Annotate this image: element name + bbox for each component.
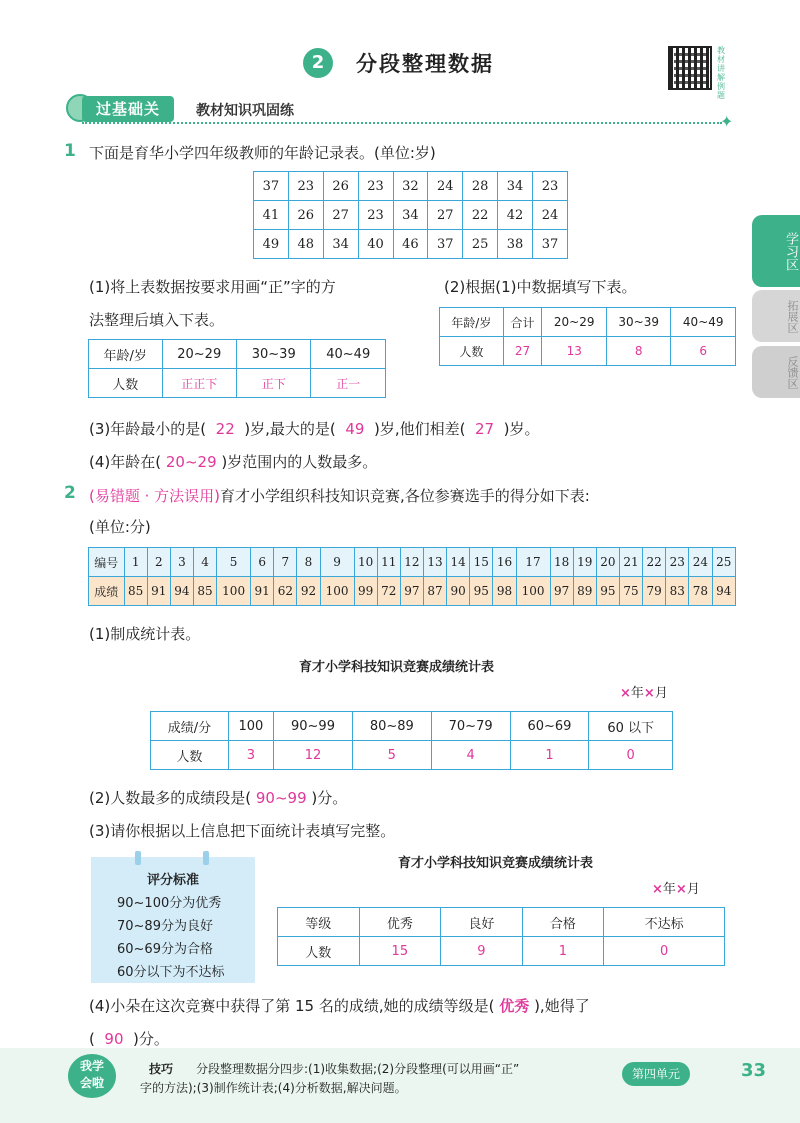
table-header: 等级 (278, 908, 360, 937)
row-label: 人数 (278, 937, 360, 966)
age-cell: 27 (428, 201, 463, 230)
score-cell: 100 (320, 577, 354, 606)
count-answer: 8 (606, 337, 671, 366)
unit-label: 第四单元 (622, 1062, 690, 1086)
contestant-id-cell: 1 (124, 548, 147, 577)
score-cell: 89 (573, 577, 596, 606)
contestant-id-cell: 12 (400, 548, 423, 577)
contestant-id-cell: 22 (643, 548, 666, 577)
score-cell: 94 (170, 577, 193, 606)
tab-feedback-zone[interactable]: 反馈区 (752, 346, 800, 398)
stat-answer: 5 (352, 741, 431, 770)
criteria-title: 评分标准 (146, 873, 199, 888)
age-record-table (253, 171, 568, 259)
qr-code-icon[interactable] (668, 46, 712, 90)
table-header: 年龄/岁 (89, 340, 163, 369)
stat-table-title: 育才小学科技知识竞赛成绩统计表 (299, 660, 495, 675)
table-header: 20~29 (162, 340, 236, 369)
answer-grade: 优秀 (499, 997, 530, 1015)
table-header: 100 (228, 712, 273, 741)
page-number: 33 (741, 1060, 767, 1081)
score-table (88, 547, 736, 606)
score-cell: 85 (193, 577, 216, 606)
star-icon: ✦ (720, 112, 734, 131)
banner-divider (82, 122, 722, 124)
contestant-id-cell: 4 (193, 548, 216, 577)
criteria-item: 70~89分为良好 (117, 919, 213, 934)
q2-part4-line1: (4)小朵在这次竞赛中获得了第 15 名的成绩,她的成绩等级是( 优秀 ),她得了 (89, 997, 590, 1015)
score-cell: 95 (470, 577, 493, 606)
count-answer: 27 (503, 337, 542, 366)
age-cell: 34 (323, 230, 358, 259)
section-title: 分段整理数据 (356, 52, 494, 76)
table-row (254, 201, 568, 230)
table-header: 40~49 (671, 308, 736, 337)
contestant-id-cell: 20 (596, 548, 619, 577)
score-cell: 72 (377, 577, 400, 606)
row-label: 成绩 (89, 577, 125, 606)
learned-badge: 我学 会啦 (68, 1054, 116, 1098)
question-number: 2 (64, 483, 76, 503)
question-tag: (易错题 · 方法误用) (89, 487, 221, 505)
score-cell: 94 (712, 577, 735, 606)
q2-part4-line2: ( 90 )分。 (89, 1030, 169, 1048)
contestant-id-cell: 25 (712, 548, 735, 577)
question-stem: 下面是育华小学四年级教师的年龄记录表。(单位:岁) (89, 144, 436, 162)
age-cell: 49 (254, 230, 289, 259)
age-cell: 37 (533, 230, 568, 259)
question-number: 1 (64, 141, 76, 161)
tip-text-continued: 字的方法);(3)制作统计表;(4)分析数据,解决问题。 (140, 1081, 407, 1095)
grade-stat-table (277, 907, 725, 966)
row-label: 人数 (151, 741, 229, 770)
criteria-item: 90~100分为优秀 (117, 896, 222, 911)
criteria-item: 60分以下为不达标 (117, 965, 225, 980)
q2-part3: (3)请你根据以上信息把下面统计表填写完整。 (89, 822, 396, 840)
age-cell: 26 (288, 201, 323, 230)
age-cell: 23 (358, 172, 393, 201)
page-footer (0, 1048, 800, 1123)
age-cell: 23 (358, 201, 393, 230)
section-banner (60, 96, 734, 131)
table-header: 20~29 (542, 308, 607, 337)
age-cell: 23 (533, 172, 568, 201)
table-header: 成绩/分 (151, 712, 229, 741)
score-cell: 87 (423, 577, 446, 606)
answer-max-age: 49 (345, 420, 365, 438)
score-cell: 91 (147, 577, 170, 606)
contestant-id-cell: 9 (320, 548, 354, 577)
grade-answer: 9 (441, 937, 523, 966)
grade-answer: 0 (604, 937, 725, 966)
stat-answer: 1 (510, 741, 589, 770)
score-cell: 99 (354, 577, 377, 606)
contestant-id-cell: 15 (470, 548, 493, 577)
age-cell: 37 (254, 172, 289, 201)
score-cell: 83 (666, 577, 689, 606)
row-label: 编号 (89, 548, 125, 577)
contestant-id-cell: 17 (516, 548, 550, 577)
answer-top-range: 90~99 (255, 789, 307, 807)
question-stem: (易错题 · 方法误用)育才小学组织科技知识竞赛,各位参赛选手的得分如下表: (89, 487, 590, 505)
count-table (439, 307, 736, 366)
age-cell: 42 (498, 201, 533, 230)
stat-answer: 12 (274, 741, 353, 770)
contestant-id-cell: 10 (354, 548, 377, 577)
table-header: 60 以下 (589, 712, 673, 741)
tab-study-zone[interactable]: 学习区 (752, 215, 800, 287)
score-cell: 79 (643, 577, 666, 606)
answer-min-age: 22 (215, 420, 235, 438)
contestant-id-cell: 2 (147, 548, 170, 577)
count-answer: 13 (542, 337, 607, 366)
q1-part1-line1: (1)将上表数据按要求用画“正”字的方 (89, 278, 336, 296)
tally-answer: 正下 (236, 369, 310, 398)
tip-label: 技巧 (149, 1062, 174, 1076)
banner-tag: 过基础关 (82, 96, 174, 122)
table-header: 合格 (522, 908, 604, 937)
q1-part4: (4)年龄在( 20~29 )岁范围内的人数最多。 (89, 453, 378, 471)
stat-answer: 4 (431, 741, 510, 770)
score-cell: 92 (297, 577, 320, 606)
tally-table (88, 339, 386, 398)
table-header: 年龄/岁 (440, 308, 504, 337)
table-header: 60~69 (510, 712, 589, 741)
q1-part1-line2: 法整理后填入下表。 (89, 311, 225, 329)
grade-table-title: 育才小学科技知识竞赛成绩统计表 (398, 856, 594, 871)
answer-age-range: 20~29 (165, 453, 217, 471)
tally-answer: 正一 (311, 369, 386, 398)
grade-answer: 15 (359, 937, 441, 966)
age-cell: 27 (323, 201, 358, 230)
score-cell: 85 (124, 577, 147, 606)
contestant-id-cell: 7 (274, 548, 297, 577)
age-cell: 46 (393, 230, 428, 259)
table-row (254, 172, 568, 201)
age-cell: 22 (463, 201, 498, 230)
table-header: 30~39 (606, 308, 671, 337)
row-label: 人数 (440, 337, 504, 366)
table-header: 30~39 (236, 340, 310, 369)
score-cell: 98 (493, 577, 516, 606)
score-cell: 62 (274, 577, 297, 606)
score-cell: 100 (217, 577, 251, 606)
age-cell: 40 (358, 230, 393, 259)
banner-subtitle: 教材知识巩固练 (196, 103, 294, 119)
age-cell: 41 (254, 201, 289, 230)
q1-part2: (2)根据(1)中数据填写下表。 (444, 278, 637, 296)
contestant-id-cell: 19 (573, 548, 596, 577)
score-cell: 97 (400, 577, 423, 606)
table-date: ×年×月 (620, 686, 668, 701)
table-header: 90~99 (274, 712, 353, 741)
table-header: 70~79 (431, 712, 510, 741)
contestant-id-cell: 23 (666, 548, 689, 577)
table-header: 不达标 (604, 908, 725, 937)
contestant-id-cell: 11 (377, 548, 400, 577)
contestant-id-cell: 3 (170, 548, 193, 577)
age-cell: 32 (393, 172, 428, 201)
tally-answer: 正正下 (162, 369, 236, 398)
age-cell: 38 (498, 230, 533, 259)
age-cell: 24 (428, 172, 463, 201)
score-cell: 95 (596, 577, 619, 606)
row-label: 人数 (89, 369, 163, 398)
contestant-id-cell: 24 (689, 548, 712, 577)
score-cell: 90 (447, 577, 470, 606)
score-cell: 97 (550, 577, 573, 606)
criteria-note (91, 857, 255, 983)
contestant-id-cell: 5 (217, 548, 251, 577)
age-cell: 34 (393, 201, 428, 230)
score-cell: 91 (251, 577, 274, 606)
age-cell: 34 (498, 172, 533, 201)
qr-caption: 教材讲解例题 (717, 46, 725, 100)
contestant-id-cell: 14 (447, 548, 470, 577)
contestant-id-cell: 6 (251, 548, 274, 577)
answer-age-diff: 27 (475, 420, 495, 438)
q2-part1: (1)制成统计表。 (89, 625, 201, 643)
age-cell: 28 (463, 172, 498, 201)
section-number-badge: 2 (303, 48, 333, 78)
table-date: ×年×月 (652, 882, 700, 897)
contestant-id-cell: 13 (423, 548, 446, 577)
tab-expand-zone[interactable]: 拓展区 (752, 290, 800, 342)
table-row (254, 230, 568, 259)
score-cell: 100 (516, 577, 550, 606)
answer-score: 90 (104, 1030, 124, 1048)
unit-note: (单位:分) (89, 518, 151, 536)
count-answer: 6 (671, 337, 736, 366)
age-cell: 25 (463, 230, 498, 259)
table-header: 良好 (441, 908, 523, 937)
age-cell: 37 (428, 230, 463, 259)
score-cell: 78 (689, 577, 712, 606)
q2-part2: (2)人数最多的成绩段是( 90~99 )分。 (89, 789, 348, 807)
contestant-id-cell: 18 (550, 548, 573, 577)
stat-answer: 3 (228, 741, 273, 770)
age-cell: 26 (323, 172, 358, 201)
table-header: 优秀 (359, 908, 441, 937)
age-cell: 24 (533, 201, 568, 230)
grade-answer: 1 (522, 937, 604, 966)
table-header: 40~49 (311, 340, 386, 369)
criteria-item: 60~69分为合格 (117, 942, 213, 957)
stat-answer: 0 (589, 741, 673, 770)
tip-text: 分段整理数据分四步:(1)收集数据;(2)分段整理(可以用画“正” (196, 1062, 520, 1076)
score-stat-table (150, 711, 673, 770)
q1-part3: (3)年龄最小的是( 22 )岁,最大的是( 49 )岁,他们相差( 27 )岁。 (89, 420, 540, 438)
age-cell: 48 (288, 230, 323, 259)
table-header: 80~89 (352, 712, 431, 741)
contestant-id-cell: 21 (619, 548, 642, 577)
contestant-id-cell: 16 (493, 548, 516, 577)
page-header (0, 46, 800, 100)
score-cell: 75 (619, 577, 642, 606)
age-cell: 23 (288, 172, 323, 201)
table-header: 合计 (503, 308, 542, 337)
contestant-id-cell: 8 (297, 548, 320, 577)
